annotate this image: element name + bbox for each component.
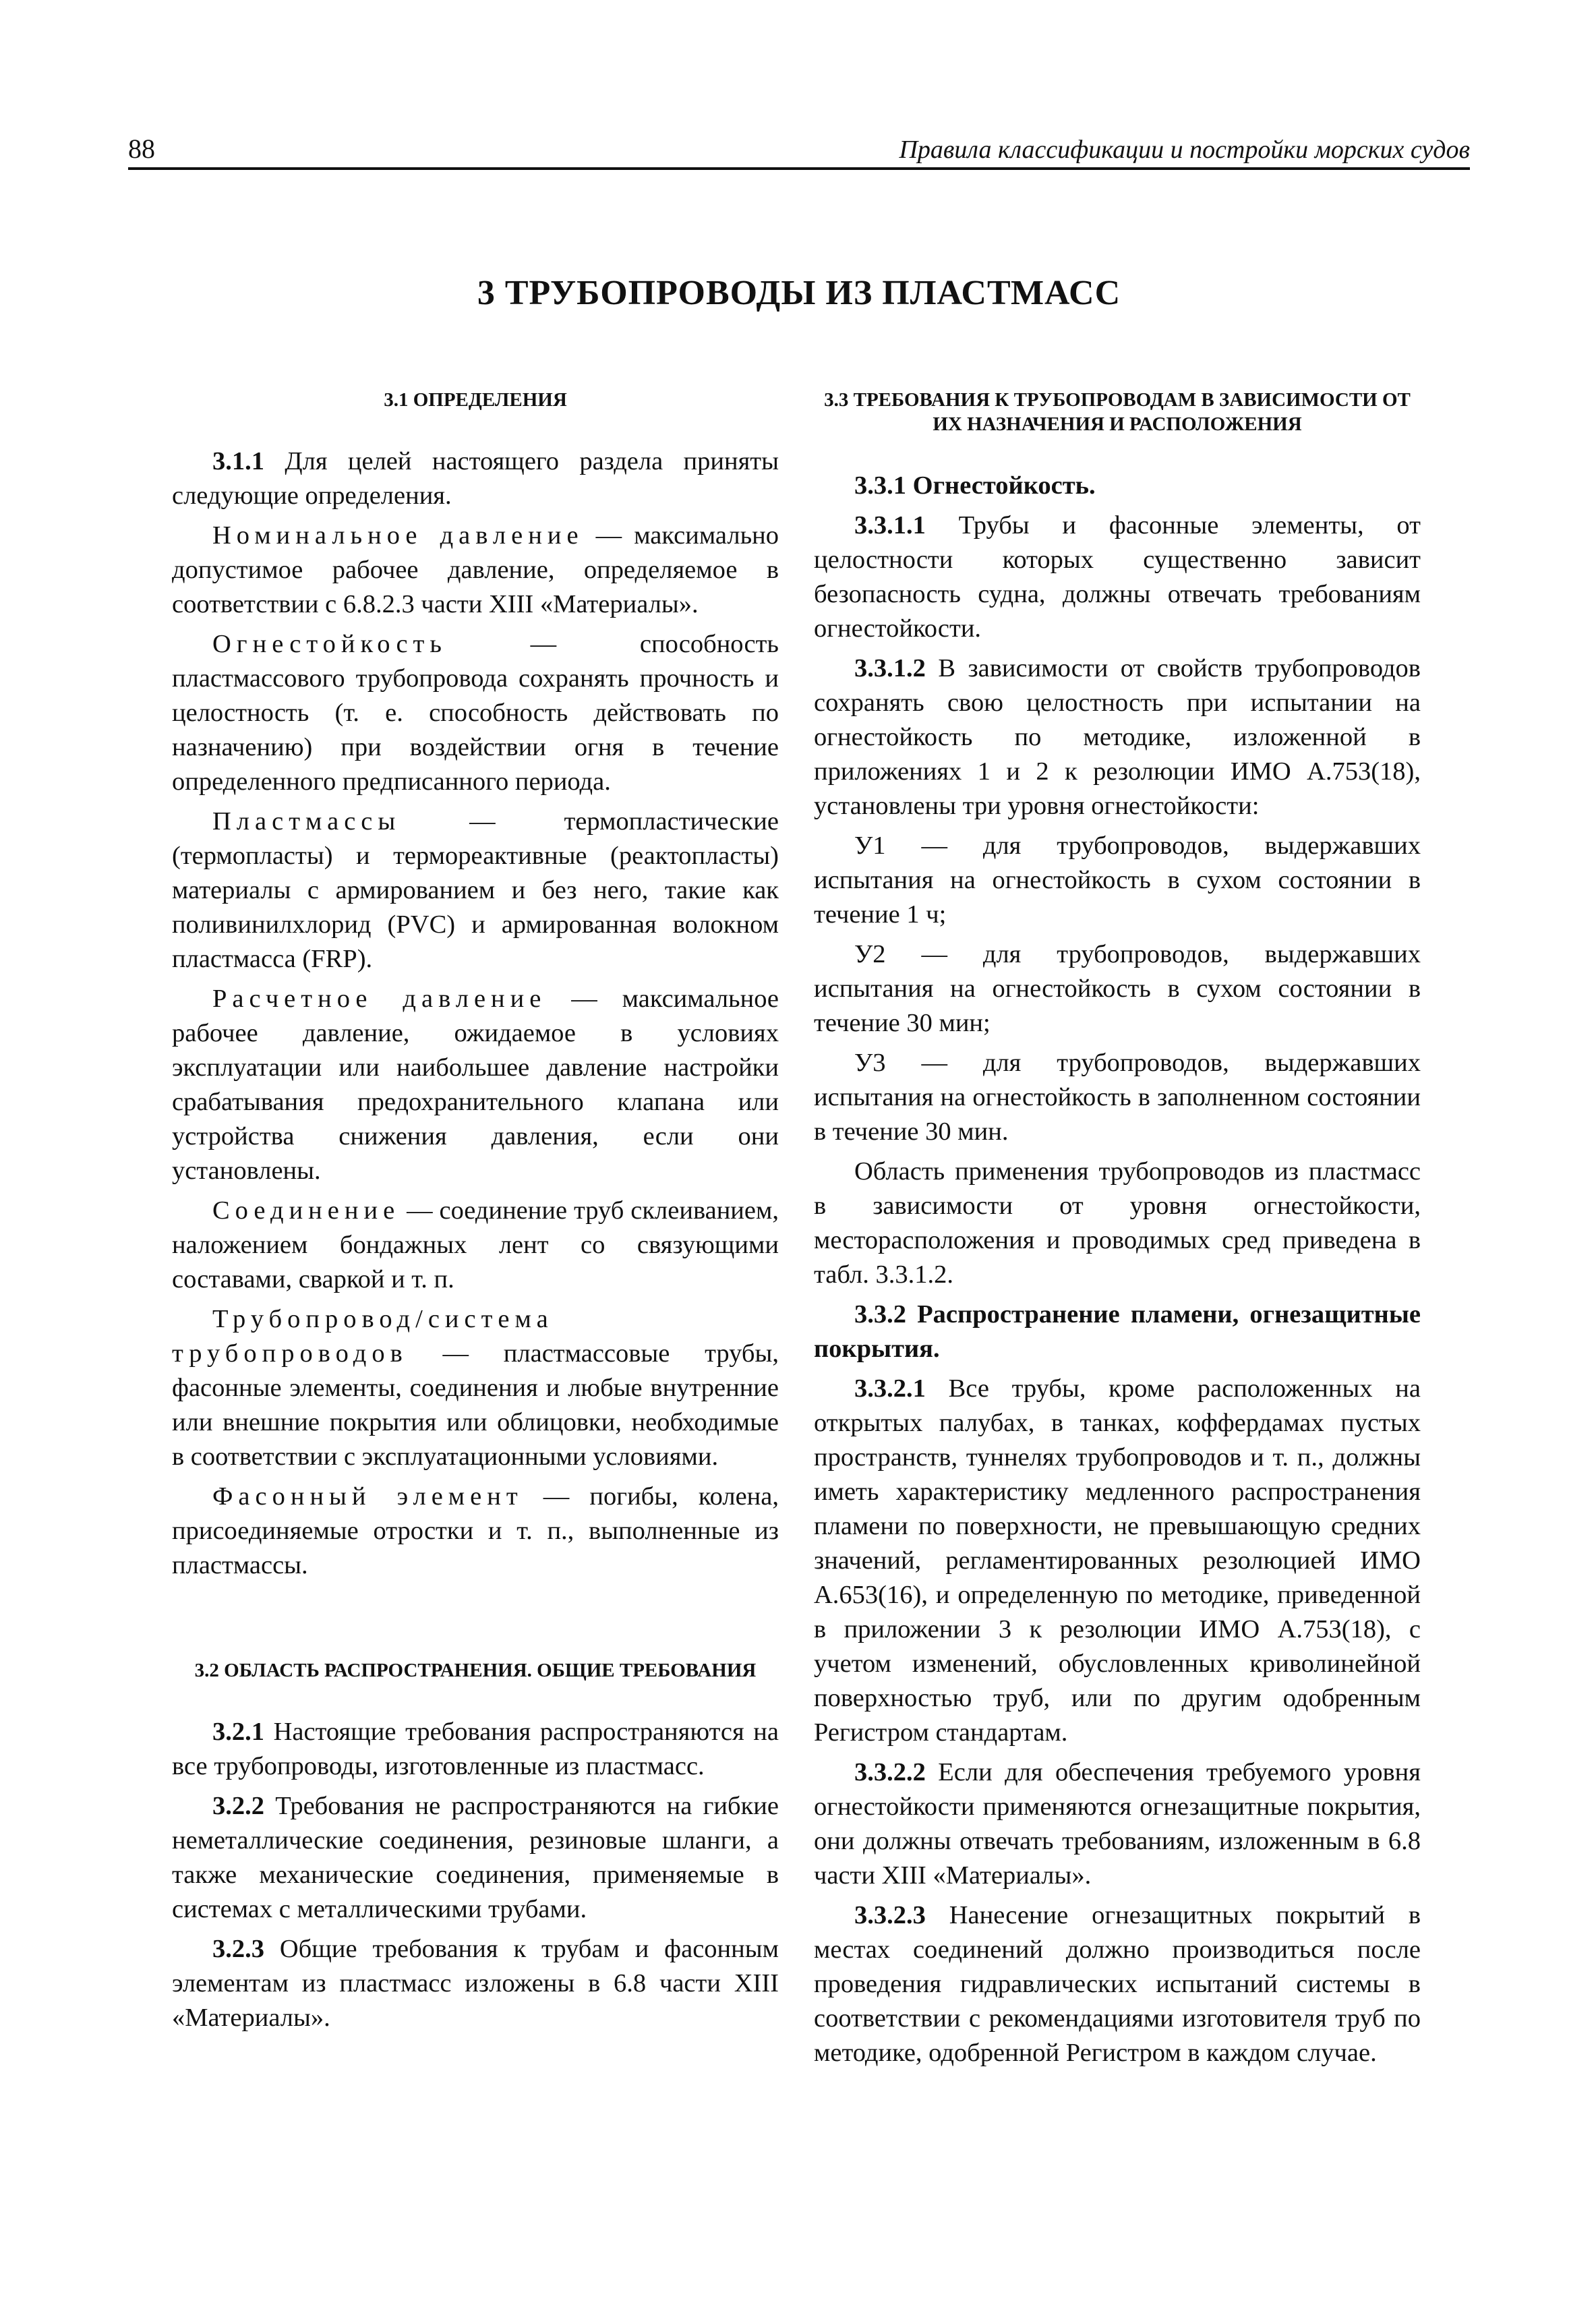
- paragraph-number: 3.2.2: [212, 1792, 264, 1820]
- paragraph-text: Общие требования к трубам и фасонным элементам из пластмасс изложены в 6.8 части XIII «Материалы».: [172, 1935, 779, 2032]
- paragraph-3-2-2: [172, 1789, 779, 1927]
- paragraph-text: Требования не распространяются на гибкие неметаллические соединения, резиновые шланги, а также механические соединения, применяемые в системах с металлическими трубами.: [172, 1792, 779, 1923]
- fire-level-y1: У1 — для трубопроводов, выдержавших испытания на огнестойкость в сухом состоянии в течение 1 ч;: [814, 832, 1421, 929]
- running-head: Правила классификации и постройки морских судов: [899, 136, 1470, 164]
- definition-text: — способность пластмассового трубопровода сохранять прочность и целостность (т. е. способность действовать по назначению) при воздействии огня в течение определенного предписанного периода.: [172, 630, 779, 796]
- section-heading-3-2: 3.2 ОБЛАСТЬ РАСПРОСТРАНЕНИЯ. ОБЩИЕ ТРЕБОВАНИЯ: [194, 1660, 757, 1681]
- definition-term: Фасонный элемент: [212, 1482, 523, 1511]
- paragraph-3-3-2-3: [814, 1898, 1421, 2070]
- paragraph-3-3-2-2: [814, 1755, 1421, 1893]
- subsection-heading-text: 3.3.1 Огнестойкость.: [854, 471, 1096, 500]
- definition-text: — максимальное рабочее давление, ожидаемое в условиях эксплуатации или наибольшее давление настройки срабатывания предохранительного клапана или устройства снижения давления, если они установлены.: [172, 985, 779, 1185]
- paragraph-text: Трубы и фасонные элементы, от целостности которых существенно зависит безопасность судна, должны отвечать требованиям огнестойкости.: [814, 511, 1421, 643]
- page-number: 88: [128, 134, 155, 164]
- paragraph-text: Для целей настоящего раздела приняты следующие определения.: [172, 447, 779, 510]
- paragraph-3-2-1: [172, 1715, 779, 1784]
- definition-fire-resistance: [172, 627, 779, 799]
- definition-term: Номинальное давление: [212, 521, 584, 550]
- definition-nominal-pressure: [172, 519, 779, 622]
- section-heading-3-1: 3.1 ОПРЕДЕЛЕНИЯ: [384, 389, 567, 411]
- definition-text: — пластмассовые трубы, фасонные элементы, соединения и любые внутренние или внешние покрытия или облицовки, необходимые в соответствии с эксплуатационными условиями.: [172, 1339, 779, 1471]
- definition-text: — термопластические (термопласты) и термореактивные (реактопласты) материалы с армированием и без него, такие как поливинилхлорид (PVC) и армированная волокном пластмасса (FRP).: [172, 807, 779, 973]
- definition-term: Огнестойкость: [212, 630, 447, 658]
- paragraph-3-3-2-1: [814, 1372, 1421, 1750]
- subsection-heading-3-3-2: [814, 1298, 1421, 1366]
- paragraph-text: Все трубы, кроме расположенных на открытых палубах, в танках, коффердамах пустых пространств, туннелях трубопроводов и т. п., должны иметь характеристику медленного распространения пламени по поверхности, не превышающую средних значений, регламентированных резолюцией ИМО А.653(16), и определенную по методике, приведенной в приложении 3 к резолюции ИМО А.753(18), с учетом изменений, обусловленных криволинейной поверхностью труб, или по другим одобренным Регистром стандартам.: [814, 1374, 1421, 1747]
- subsection-heading-3-3-1: [814, 469, 1421, 503]
- scope-paragraph: Область применения трубопроводов из пластмасс в зависимости от уровня огнестойкости, месторасположения и проводимых сред приведена в табл. 3.3.1.2.: [814, 1157, 1421, 1289]
- section-heading-3-3: 3.3 ТРЕБОВАНИЯ К ТРУБОПРОВОДАМ В ЗАВИСИМОСТИ ОТ ИХ НАЗНАЧЕНИЯ И РАСПОЛОЖЕНИЯ: [824, 389, 1411, 435]
- definition-term: Пластмассы: [212, 807, 401, 836]
- right-column: [814, 388, 1421, 2076]
- paragraph-number: 3.3.2.3: [854, 1901, 926, 1929]
- definition-joint: [172, 1194, 779, 1297]
- paragraph-3-1-1: [172, 444, 779, 513]
- paragraph-text: Если для обеспечения требуемого уровня огнестойкости применяются огнезащитные покрытия, они должны отвечать требованиям, изложенным в 6.8 части XIII «Материалы».: [814, 1758, 1421, 1890]
- paragraph-number: 3.1.1: [212, 447, 264, 475]
- chapter-title: 3 ТРУБОПРОВОДЫ ИЗ ПЛАСТМАСС: [477, 274, 1121, 312]
- paragraph-text: Настоящие требования распространяются на все трубопроводы, изготовленные из пластмасс.: [172, 1718, 779, 1780]
- paragraph-number: 3.2.3: [212, 1935, 264, 1963]
- paragraph-number: 3.3.2.2: [854, 1758, 926, 1786]
- paragraph-number: 3.2.1: [212, 1718, 264, 1746]
- paragraph-3-2-3: [172, 1932, 779, 2035]
- definition-piping-system: [172, 1302, 779, 1474]
- paragraph-number: 3.3.2.1: [854, 1374, 926, 1403]
- fire-level-y2: У2 — для трубопроводов, выдержавших испытания на огнестойкость в сухом состоянии в течение 30 мин;: [814, 940, 1421, 1037]
- definition-text: — максимально допустимое рабочее давление, определяемое в соответствии с 6.8.2.3 части XIII «Материалы».: [172, 521, 779, 618]
- definition-term: Расчетное давление: [212, 985, 547, 1013]
- paragraph-3-3-1-2: [814, 651, 1421, 823]
- page-header: [128, 127, 1470, 170]
- subsection-heading-text: 3.3.2 Распространение пламени, огнезащитные покрытия.: [814, 1300, 1421, 1363]
- paragraph-text: В зависимости от свойств трубопроводов сохранять свою целостность при испытании на огнестойкость по методике, изложенной в приложениях 1 и 2 к резолюции ИМО А.753(18), установлены три уровня огнестойкости:: [814, 654, 1421, 820]
- definition-fitting: [172, 1480, 779, 1583]
- definition-design-pressure: [172, 982, 779, 1188]
- paragraph-number: 3.3.1.1: [854, 511, 926, 540]
- definition-term: Трубопровод/система трубопроводов: [172, 1305, 554, 1368]
- paragraph-number: 3.3.1.2: [854, 654, 926, 682]
- definition-plastics: [172, 805, 779, 976]
- paragraph-3-3-1-1: [814, 508, 1421, 646]
- fire-level-y3: У3 — для трубопроводов, выдержавших испытания на огнестойкость в заполненном состоянии в течение 30 мин.: [814, 1049, 1421, 1146]
- definition-text: — соединение труб склеиванием, наложением бондажных лент со связующими составами, сваркой и т. п.: [172, 1196, 779, 1293]
- definition-text: — погибы, колена, присоединяемые отростки и т. п., выполненные из пластмассы.: [172, 1482, 779, 1579]
- left-column: [172, 388, 779, 2041]
- definition-term: Соединение: [212, 1196, 401, 1225]
- paragraph-text: Нанесение огнезащитных покрытий в местах соединений должно производиться после проведения гидравлических испытаний системы в соответствии с рекомендациями изготовителя труб по методике, одобренной Регистром в каждом случае.: [814, 1901, 1421, 2067]
